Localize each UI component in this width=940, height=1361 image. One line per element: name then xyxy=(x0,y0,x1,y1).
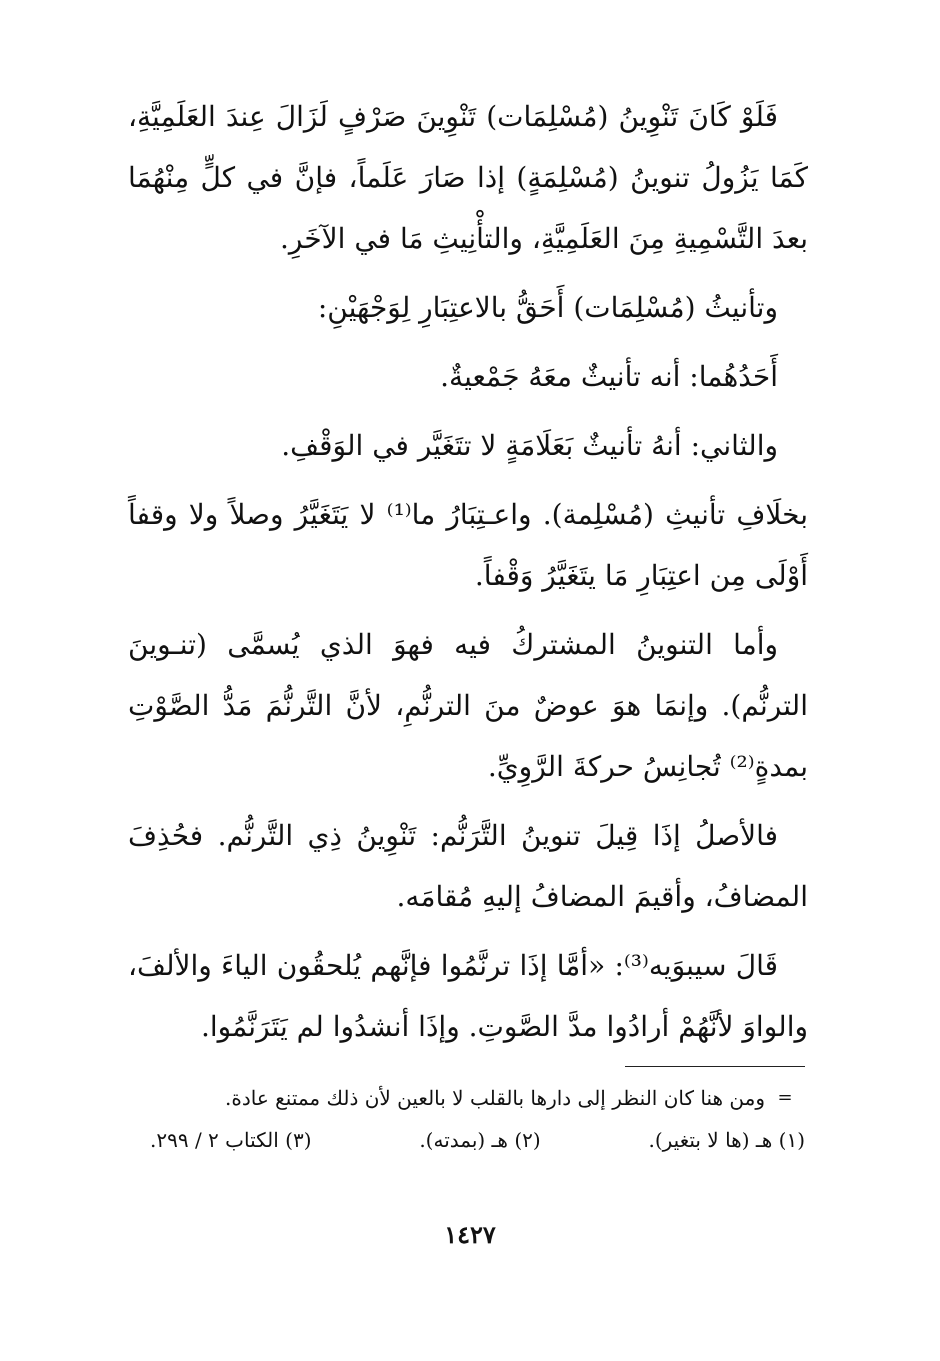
paragraph: أَحَدُهُما: أنه تأنيثٌ معَهُ جَمْعيةٌ. xyxy=(440,360,778,393)
footnote-continuation xyxy=(150,1078,805,1118)
footnote-2: (٢) هـ (بمدته). xyxy=(419,1128,541,1152)
paragraph: قَالَ سيبوَيه⁽³⁾: «أمَّا إذَا ترنَّمُوا فإنَّهم يُلحقُون الياءَ والألفَ، والواوَ لأنَّهُمْ أرادُوا مدَّ الصَّوتِ. وإذَا أنشدُوا لم يَتَرَنَّمُوا. xyxy=(128,949,808,1043)
footnote-list xyxy=(150,1120,805,1160)
paragraph: والثاني: أنهُ تأنيثٌ بَعَلَامَةٍ لا تتَغَيَّر في الوَقْفِ. xyxy=(281,429,778,462)
footnote-3: (٣) الكتاب ٢ / ٢٩٩. xyxy=(150,1128,312,1152)
paragraph: وأما التنوينُ المشتركُ فيه فهوَ الذي يُسمَّى (تنـوينَ الترنُّم). وإنمَا هوَ عوضٌ منَ الترنُّمِ، لأنَّ التَّرنُّمَ مَدُّ الصَّوْتِ بمدةٍ⁽²⁾ تُجانِسُ حركةَ الرَّوِيِّ. xyxy=(128,628,808,783)
continuation-mark: = xyxy=(777,1087,793,1108)
footnotes xyxy=(150,1078,805,1160)
footnote-1: (١) هـ (ها لا بتغير). xyxy=(648,1128,805,1152)
footnote-divider xyxy=(625,1066,805,1067)
paragraph: فَلَوْ كَانَ تَنْوِينُ (مُسْلِمَات) تَنْوِينَ صَرْفٍ لَزَالَ عِندَ العَلَمِيَّةِ، كَمَا يَزُولُ تنوينُ (مُسْلِمَةٍ) إذا صَارَ عَلَماً، فإنَّ في كلٍّ مِنْهُمَا بعدَ التَّسْمِيةِ مِنَ العَلَمِيَّةِ، والتأْنِيثِ مَا في الآخَرِ. xyxy=(128,100,808,255)
main-text xyxy=(128,86,808,1057)
continuation-text: ومن هنا كان النظر إلى دارها بالقلب لا بالعين لأن ذلك ممتنع عادة. xyxy=(225,1086,765,1110)
page-number: ١٤٢٧ xyxy=(444,1220,496,1249)
paragraph: بخلَافِ تأنيثِ (مُسْلِمة). واعـتِبَارُ ما⁽¹⁾ لا يَتَغَيَّرُ وصلاً ولا وقفاً أَوْلَى مِن اعتِبَارِ مَا يتَغَيَّرُ وَقْفاً. xyxy=(128,498,808,592)
paragraph: فالأصلُ إذَا قِيلَ تنوينُ التَّرَنُّم: تَنْوِينُ ذِي التَّرنُّم. فحُذِفَ المضافُ، وأقيمَ المضافُ إليهِ مُقامَه. xyxy=(128,819,808,913)
paragraph: وتأنيثُ (مُسْلِمَات) أَحَقُّ بالاعتِبَارِ لِوَجْهَيْنِ: xyxy=(317,291,778,324)
